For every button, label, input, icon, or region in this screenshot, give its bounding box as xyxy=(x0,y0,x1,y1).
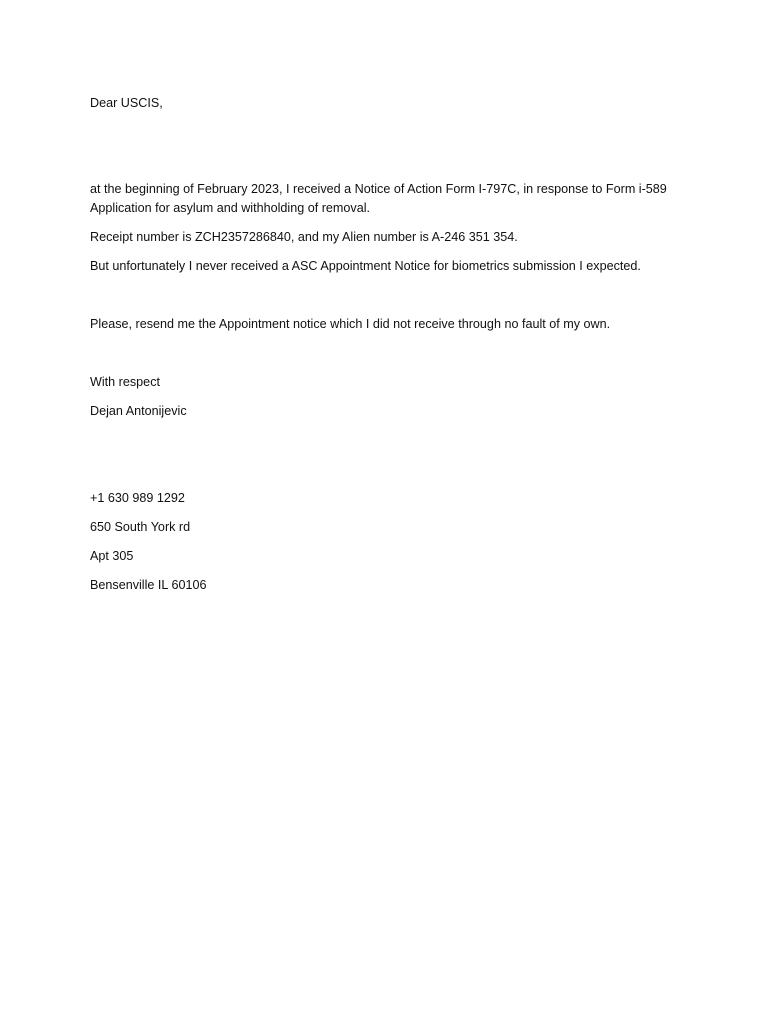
paragraph-receipt-number: Receipt number is ZCH2357286840, and my Alien number is A-246 351 354. xyxy=(90,230,518,244)
closing: With respect xyxy=(90,375,160,389)
contact-street: 650 South York rd xyxy=(90,520,191,534)
salutation: Dear USCIS, xyxy=(90,96,163,110)
paragraph-notice-received: at the beginning of February 2023, I received a Notice of Action Form I-797C, in response to Form i-589 Application for asylum and withholding of removal. xyxy=(90,182,667,215)
letter-body xyxy=(90,94,680,605)
contact-phone: +1 630 989 1292 xyxy=(90,491,185,505)
contact-city-state-zip: Bensenville IL 60106 xyxy=(90,578,207,592)
paragraph-missing-appointment: But unfortunately I never received a ASC Appointment Notice for biometrics submission I expected. xyxy=(90,259,641,273)
signature-name: Dejan Antonijevic xyxy=(90,404,187,418)
contact-apartment: Apt 305 xyxy=(90,549,134,563)
paragraph-resend-request: Please, resend me the Appointment notice which I did not receive through no fault of my own. xyxy=(90,317,611,331)
